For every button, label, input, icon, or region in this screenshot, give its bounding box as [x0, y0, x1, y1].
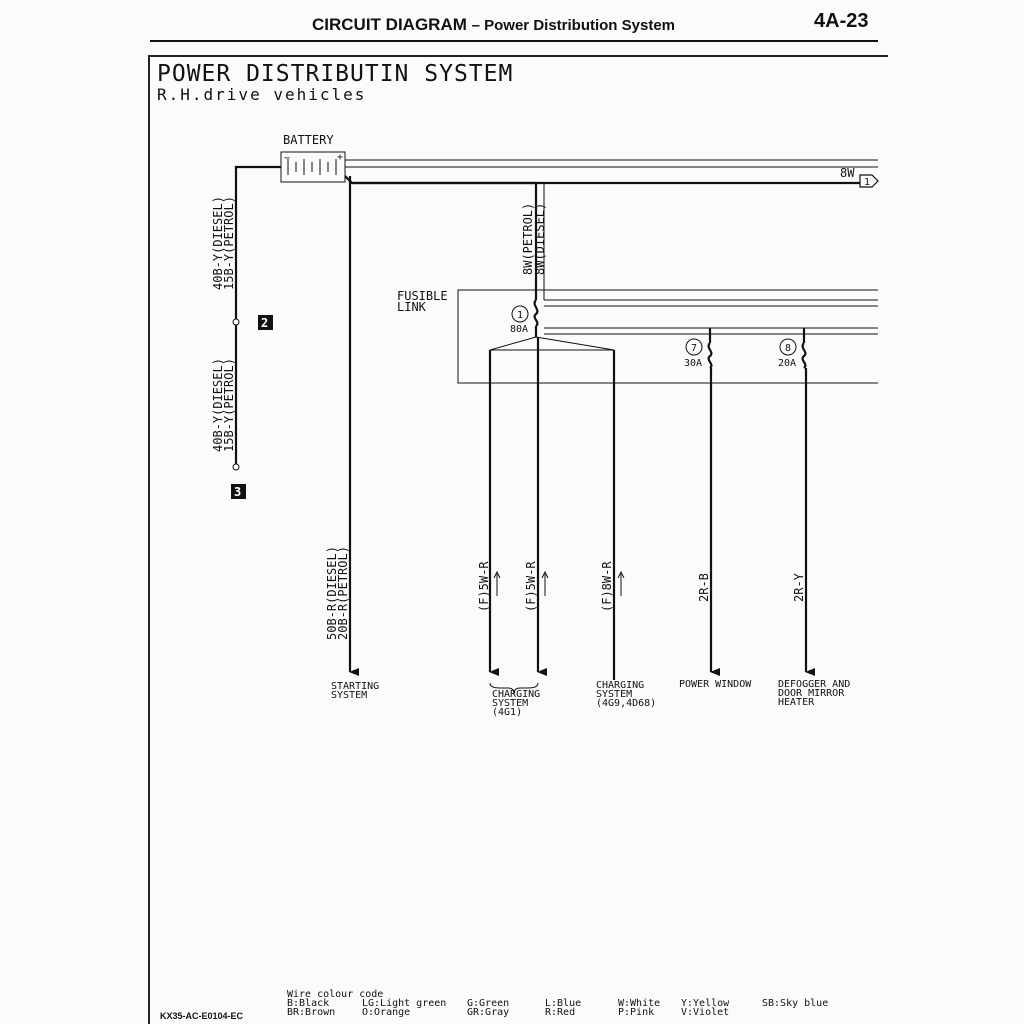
ground-wire-label-upper-2: 15B-Y(PETROL) [222, 196, 236, 290]
legend-item-white: W:White [618, 998, 661, 1009]
dest-defogger-2: DOOR MIRROR [778, 688, 845, 699]
destination-labels [331, 679, 850, 718]
diagram-title: POWER DISTRIBUTIN SYSTEM [157, 61, 514, 87]
fuse-7-rating: 30A [684, 358, 703, 369]
starting-wire-label-2: 20B-R(PETROL) [336, 546, 350, 640]
output-wire-label: 8W [840, 166, 855, 180]
ground-wire-label-upper-1: 40B-Y(DIESEL) [211, 196, 225, 290]
fusible-feed-label-1: 8W(PETROL) [521, 202, 535, 275]
dest-charging-4g1-1: CHARGING [492, 689, 541, 700]
legend-title: Wire colour code [287, 989, 384, 1000]
fusible-feed-label-2: 8W(DIESEL) [533, 202, 547, 275]
dest-charging-4g9-2: SYSTEM [596, 689, 633, 700]
fuse-1-number: 1 [517, 310, 524, 321]
circuit-wire-4-label: 2R-B [697, 573, 711, 602]
circuit-wire-3-label: (F)8W-R [600, 561, 614, 612]
ground-wire [211, 167, 281, 499]
starting-wire [325, 176, 350, 672]
legend-item-green: G:Green [467, 998, 510, 1009]
legend-item-gray: GR:Gray [467, 1007, 510, 1018]
fuse-8-number: 8 [785, 343, 792, 354]
starting-wire-label-1: 50B-R(DIESEL) [325, 546, 339, 640]
dest-power-window: POWER WINDOW [679, 679, 752, 690]
ground-marker-2-label: 2 [261, 316, 269, 330]
battery-case [281, 152, 345, 182]
document-code: KX35-AC-E0104-EC [160, 1011, 244, 1021]
dest-defogger-3: HEATER [778, 697, 815, 708]
dest-charging-4g9-3: (4G9,4D68) [596, 698, 657, 709]
circuit-wire-5-label: 2R-Y [792, 573, 806, 602]
svg-text:+: + [337, 152, 344, 163]
legend-item-sky-blue: SB:Sky blue [762, 998, 829, 1009]
legend-item-yellow: Y:Yellow [681, 998, 730, 1009]
dest-charging-4g9-1: CHARGING [596, 680, 645, 691]
circuit-wires [477, 337, 806, 694]
legend-item-blue: L:Blue [545, 998, 582, 1009]
fuse-8-rating: 20A [778, 358, 797, 369]
svg-text:−: − [284, 153, 291, 164]
legend-item-orange: O:Orange [362, 1007, 411, 1018]
legend-item-light-green: LG:Light green [362, 998, 447, 1009]
legend-item-violet: V:Violet [681, 1007, 730, 1018]
circuit-wire-1-label: (F)5W-R [477, 561, 491, 612]
dest-charging-4g1-3: (4G1) [492, 707, 523, 718]
output-connector-label: 1 [864, 177, 871, 188]
legend-item-red: R:Red [545, 1007, 576, 1018]
legend-item-black: B:Black [287, 998, 330, 1009]
battery-label: BATTERY [283, 133, 334, 147]
diagram-subtitle: R.H.drive vehicles [157, 85, 367, 104]
header-title-sub: – Power Distribution System [471, 17, 676, 34]
legend-item-pink: P:Pink [618, 1007, 655, 1018]
fusible-link-label-1: FUSIBLE [397, 289, 448, 303]
dest-starting-1: STARTING [331, 681, 380, 692]
dest-charging-4g1-2: SYSTEM [492, 698, 529, 709]
page-number: 4A-23 [814, 10, 869, 32]
fuse-8-element [803, 343, 806, 368]
ground-wire-label-lower-1: 40B-Y(DIESEL) [211, 358, 225, 452]
ground-marker-3-label: 3 [234, 485, 242, 499]
ground-wire-label-lower-2: 15B-Y(PETROL) [222, 358, 236, 452]
header-title-main: CIRCUIT DIAGRAM [312, 15, 467, 34]
fusible-feed-wire [352, 183, 547, 300]
fuse-7-element [709, 343, 712, 368]
fuse-1-rating: 80A [510, 324, 529, 335]
fuse-1-element [535, 300, 538, 326]
dest-defogger-1: DEFOGGER AND [778, 679, 851, 690]
legend-item-brown: BR:Brown [287, 1007, 336, 1018]
fusible-link-label-2: LINK [397, 300, 426, 314]
circuit-wire-2-label: (F)5W-R [524, 561, 538, 612]
battery-symbol [281, 133, 345, 182]
fuse-7-number: 7 [691, 343, 698, 354]
dest-starting-2: SYSTEM [331, 690, 368, 701]
